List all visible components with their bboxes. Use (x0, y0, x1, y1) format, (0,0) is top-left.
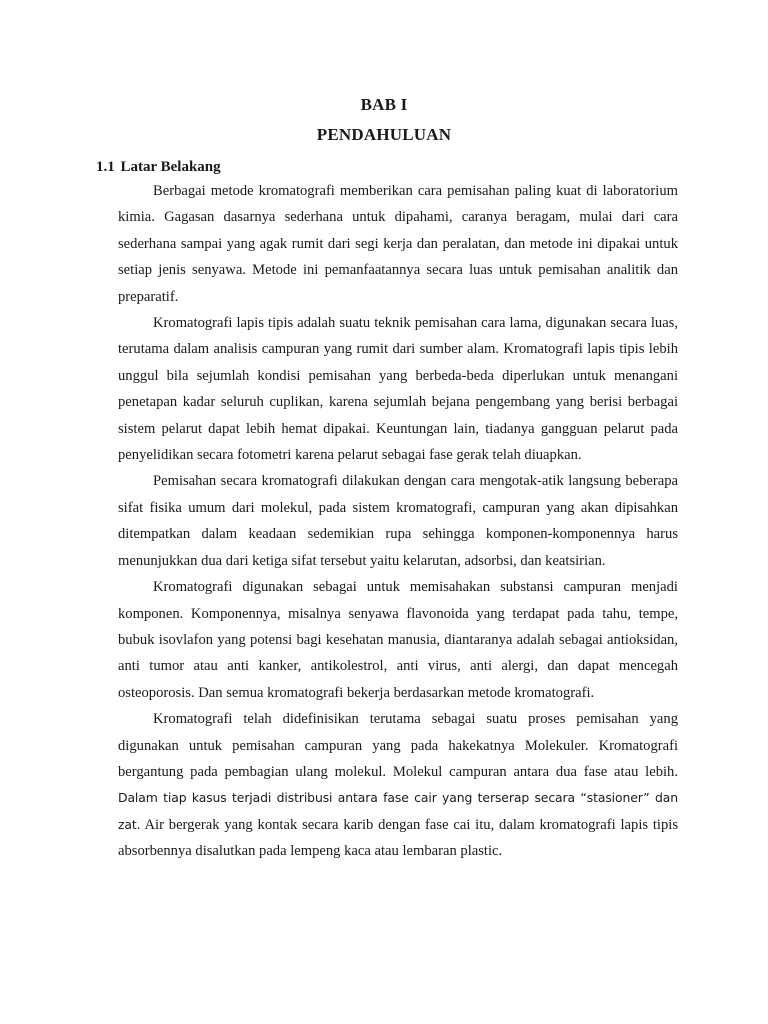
paragraph-3: Pemisahan secara kromatografi dilakukan dengan cara mengotak-atik langsung beberapa sifat fisika umum dari molekul, pada sistem kromatografi, campuran yang akan dipisahkan ditempatkan dalam keadaan sedemikian rupa sehingga komponen-komponennya harus menunjukkan dua dari ketiga sifat tersebut yaitu kelarutan, adsorbsi, dan keatsirian. (118, 473, 678, 569)
section-title: Latar Belakang (120, 159, 221, 175)
body-text (118, 178, 678, 865)
paragraph-4: Kromatografi digunakan sebagai untuk memisahakan substansi campuran menjadi komponen. Komponennya, misalnya senyawa flavonoida yang terdapat pada tahu, tempe, bubuk isovlafon yang potensi bagi kesehatan manusia, diantaranya adalah sebagai antioksidan, anti tumor atau anti kanker, antikolestrol, anti virus, anti alergi, dan dapat mencegah osteoporosis. Dan semua kromatografi bekerja berdasarkan metode kromatografi. (118, 579, 678, 701)
paragraph-5-part-1: Kromatografi telah didefinisikan terutama sebagai suatu proses pemisahan yang digunakan untuk pemisahan campuran yang pada hakekatnya Molekuler. Kromatografi bergantung pada pembagian ulang molekul. Molekul campuran antara dua fase atau lebih. (118, 711, 678, 780)
paragraph-2: Kromatografi lapis tipis adalah suatu teknik pemisahan cara lama, digunakan secara luas, terutama dalam analisis campuran yang rumit dari sumber alam. Kromatografi lapis tipis lebih unggul bila sejumlah kondisi pemisahan yang berbeda-beda diperlukan untuk menangani penetapan kadar seluruh cuplikan, karena sejumlah bejana pengembang yang berisi berbagai sistem pelarut dapat lebih hemat dipakai. Keuntungan lain, tiadanya gangguan pelarut pada penyelidikan secara fotometri karena pelarut sebagai fase gerak telah diuapkan. (118, 315, 678, 464)
paragraph-5-part-2: Dalam tiap kasus terjadi distribusi antara fase cair yang terserap secara “stasioner” dan zat. (118, 790, 678, 832)
paragraph-5-part-3: Air bergerak yang kontak secara karib dengan fase cai itu, dalam kromatografi lapis tipis absorbennya disalutkan pada lempeng kaca atau lembaran plastic. (118, 816, 679, 860)
section-heading (96, 159, 221, 176)
chapter-title: PENDAHULUAN (316, 125, 452, 144)
paragraph-5 (118, 706, 678, 864)
section-number: 1.1 (96, 159, 115, 175)
paragraph-1: Berbagai metode kromatografi memberikan cara pemisahan paling kuat di laboratorium kimia. Gagasan dasarnya sederhana untuk dipahami, caranya beragam, mulai dari cara sederhana sampai yang agak rumit dari segi kerja dan peralatan, dan metode ini dipakai untuk setiap jenis senyawa. Metode ini pemanfaatannya secara luas untuk pemisahan analitik dan preparatif. (118, 183, 678, 305)
chapter-number: BAB I (360, 95, 408, 114)
